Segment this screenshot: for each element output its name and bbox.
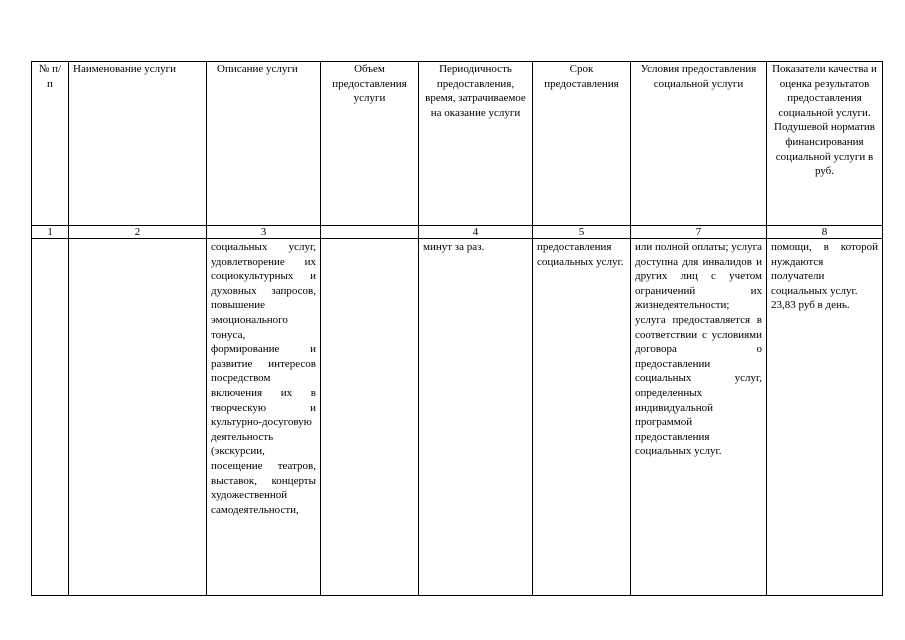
cell-service-description: социальных услуг, удовлетворение их социокультурных и духовных запросов, повышение эмоционального тонуса, формирование и развитие интересов посредством включения их в творческую и культурно-досуговую деятельность (экскурсии, посещение театров, выставок, концерты художественной самодеятельности, [207,239,321,596]
cell-number [32,239,69,596]
header-indicators: Показатели качества и оценка результатов предоставления социальной услуги. Подушевой норматив финансирования социальной услуги в руб. [767,62,883,226]
cell-periodicity: минут за раз. [419,239,533,596]
header-row [32,62,883,226]
header-periodicity: Периодичность предоставления, время, затрачиваемое на оказание услуги [419,62,533,226]
column-number: 2 [69,226,207,239]
cell-conditions: или полной оплаты; услуга доступна для инвалидов и других лиц с учетом ограничений их жизнедеятельности; услуга предоставляется в соответствии с условиями договора о предоставлении социальных услуг, определенных индивидуальной программой предоставления социальных услуг. [631,239,767,596]
column-number-row [32,226,883,239]
column-number: 4 [419,226,533,239]
column-number: 7 [631,226,767,239]
column-number: 8 [767,226,883,239]
cell-term: предоставления социальных услуг. [533,239,631,596]
header-number: № п/п [32,62,69,226]
cell-indicators [767,239,883,596]
services-table [31,61,883,596]
column-number: 3 [207,226,321,239]
header-service-description: Описание услуги [207,62,321,226]
indicators-text: помощи, в которой нуждаются получатели социальных услуг. [771,241,878,297]
header-conditions: Условия предоставления социальной услуги [631,62,767,226]
table-row [32,239,883,596]
header-term: Срок предоставления [533,62,631,226]
cell-volume [321,239,419,596]
per-capita-norm: 23,83 руб в день. [771,299,850,312]
header-service-name: Наименование услуги [69,62,207,226]
column-number: 5 [533,226,631,239]
column-number: 1 [32,226,69,239]
cell-service-name [69,239,207,596]
header-volume: Объем предоставления услуги [321,62,419,226]
column-number [321,226,419,239]
